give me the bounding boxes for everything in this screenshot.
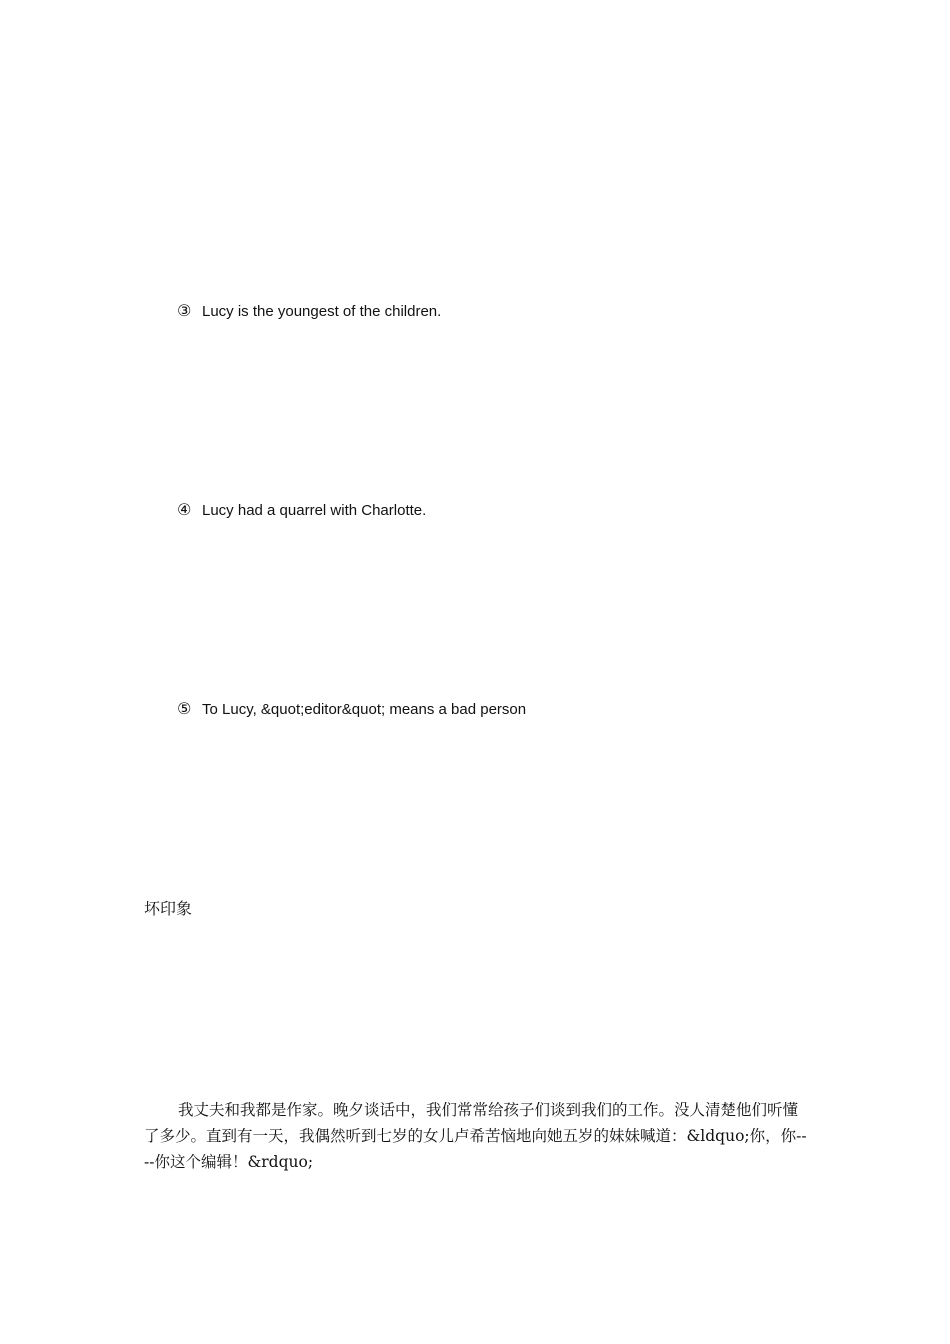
statement-5 [177, 699, 526, 720]
story-paragraph: 我丈夫和我都是作家。晚夕谈话中，我们常常给孩子们谈到我们的工作。没人清楚他们听懂了多少。直到有一天，我偶然听到七岁的女儿卢希苦恼地向她五岁的妹妹喊道：&ldquo;你，你----你这个编辑！&rdquo; [144, 1101, 807, 1171]
story-title: 坏印象 [144, 899, 193, 918]
statement-text: Lucy is the youngest of the children. [202, 303, 442, 320]
statement-text: To Lucy, &quot;editor&quot; means a bad person [202, 701, 527, 718]
statement-4 [177, 500, 426, 521]
statement-number: ④ [177, 500, 192, 519]
statement-3 [177, 301, 441, 322]
statement-number: ③ [177, 301, 192, 320]
statement-number: ⑤ [177, 699, 192, 718]
statement-text: Lucy had a quarrel with Charlotte. [202, 502, 427, 519]
